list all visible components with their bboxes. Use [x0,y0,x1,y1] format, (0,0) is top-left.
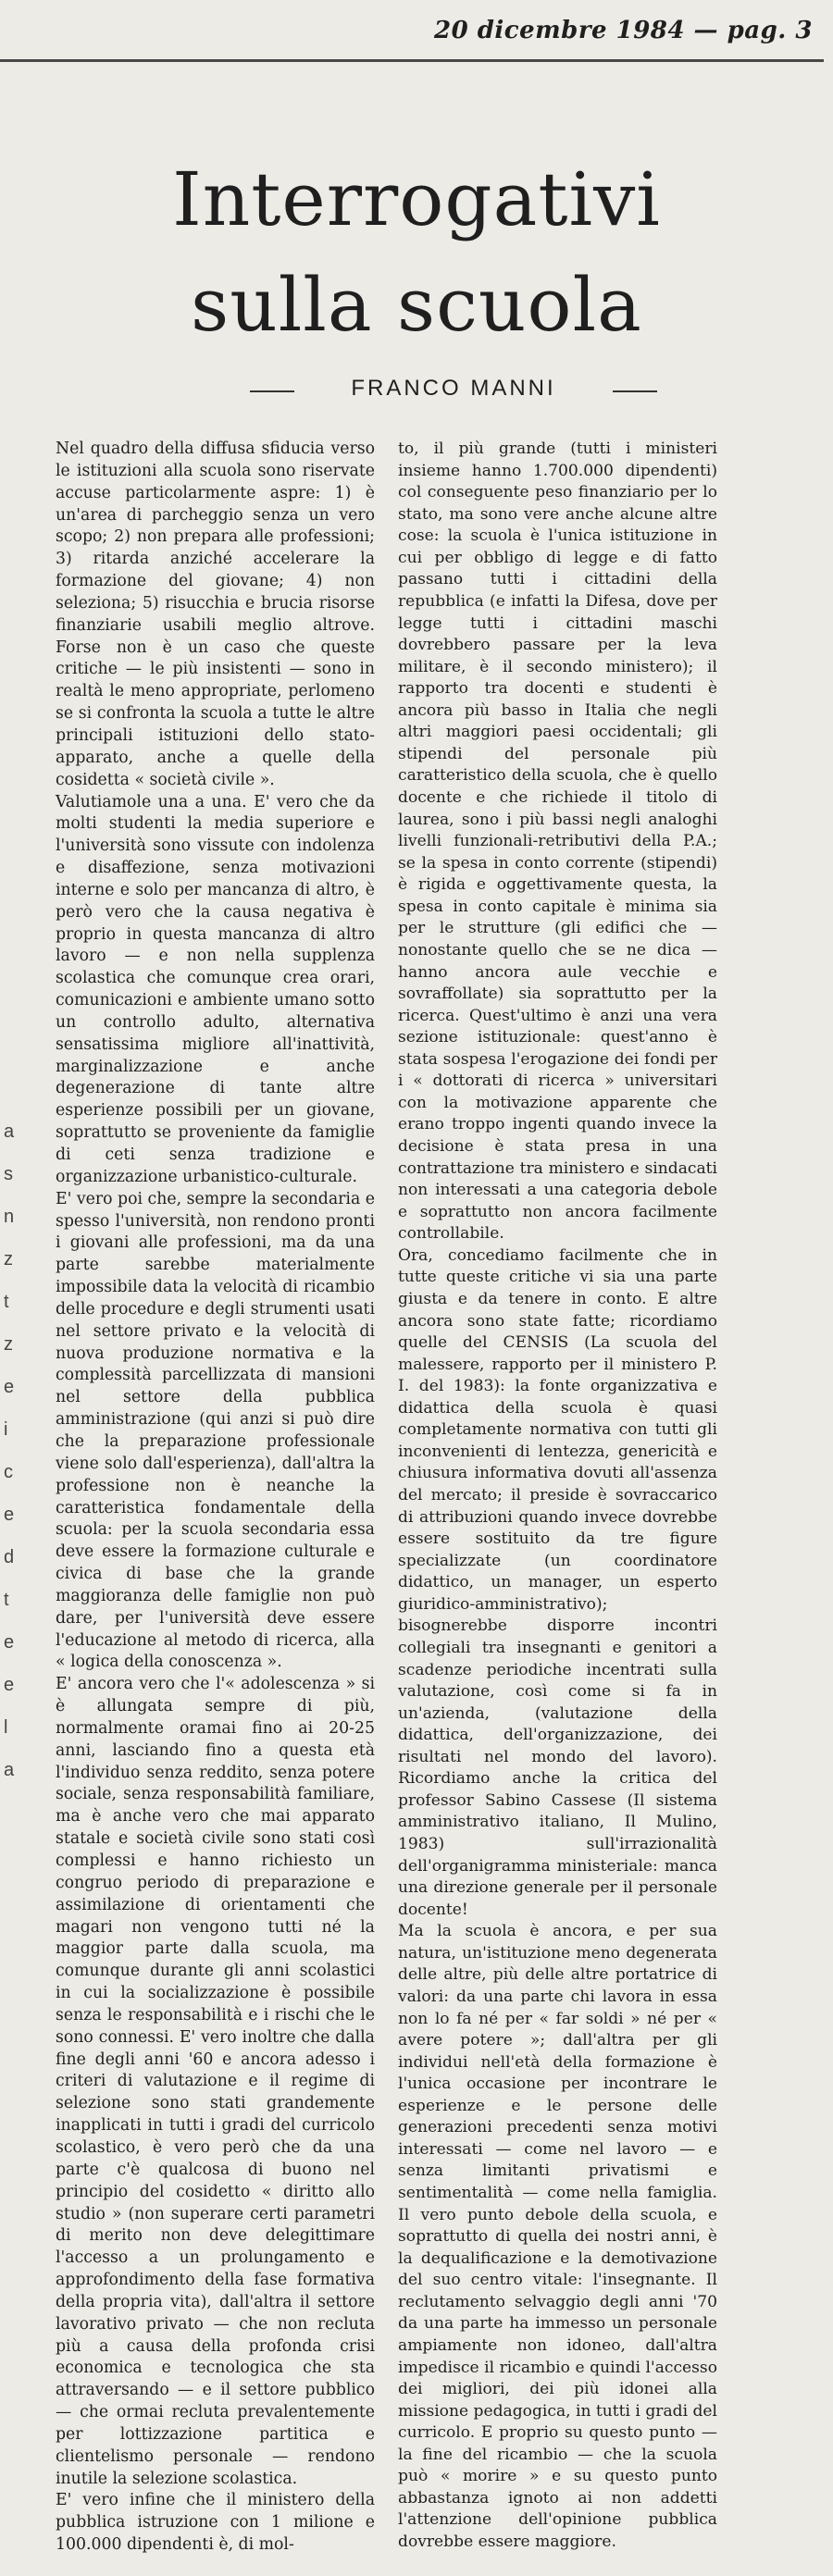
byline-rule-left [250,390,294,392]
byline-rule-right [613,390,657,392]
byline-block [250,372,657,409]
header-rule [0,59,824,62]
author-byline: FRANCO MANNI [351,376,556,401]
cut-off-adjacent-column: a s n z t z e i c e d t e e l a [4,1121,15,1780]
article-column-left: Nel quadro della diffusa sfiducia verso le istituzioni alla scuola sono riservate accuse particolarmente aspre: 1) è un'area di parcheggio senza un vero scopo; 2) non prepara alle professioni; 3) ritarda anziché accelerare la formazione del giovane; 4) non seleziona; 5) risucchia e brucia risorse finanziarie usabili meglio altrove. Forse non è un caso che queste critiche — le più insistenti — sono in realtà le meno appropriate, perlomeno se si confronta la scuola a tutte le altre principali istituzioni dello stato-apparato, anche a quelle della cosidetta « società civile ». Valutiamole una a una. E' vero che da molti studenti la media superiore e l'università sono vissute con indolenza e disaffezione, senza motivazioni interne e solo per mancanza di altro, è però vero che la causa negativa è proprio in questa mancanza di altro lavoro — e non nella supplenza scolastica che comunque crea orari, comunicazioni e ambiente umano sotto un controllo adulto, alternativa sensatissima migliore all'inattività, marginalizzazione e anche degenerazione di tante altre esperienze possibili per un giovane, soprattutto se proveniente da famiglie di ceti senza tradizione e organizzazione urbanistico-culturale. E' vero poi che, sempre la secondaria e spesso l'università, non rendono pronti i giovani alle professioni, ma da una parte sarebbe materialmente impossibile data la velocità di ricambio delle procedure e degli strumenti usati nel settore privato e la velocità di nuova produzione normativa e la complessità parcellizzata di mansioni nel settore della pubblica amministrazione (qui anzi si può dire che la preparazione professionale viene solo dall'esperienza), dall'altra la professione non è neanche la caratteristica fondamentale della scuola: per la scuola secondaria essa deve essere la formazione culturale e civica di base che la grande maggioranza delle famiglie non può dare, per l'università deve essere l'educazione al metodo di ricerca, alla « logica della conoscenza ». E' ancora vero che l'« adolescenza » si è allungata sempre di più, normalmente oramai fino ai 20-25 anni, lasciando fino a questa età l'individuo senza reddito, senza potere sociale, senza responsabilità familiare, ma è anche vero che mai apparato statale e società civile sono stati così complessi e hanno richiesto un congruo periodo di preparazione e assimilazione di orientamenti che magari non vengono tutti né la maggior parte dalla scuola, ma comunque durante gli anni scolastici in cui la socializzazione è possibile senza le responsabilità e i rischi che le sono connessi. E' vero inoltre che dalla fine degli anni '60 e ancora adesso i criteri di valutazione e il regime di selezione sono stati grandemente inapplicati in tutti i gradi del curricolo scolastico, è vero però che da una parte c'è qualcosa di buono nel principio del cosidetto « diritto allo studio » (non superare certi parametri di merito non deve delegittimare l'accesso a un prolungamento e approfondimento della fase formativa della propria vita), dall'altra il settore lavorativo privato — che non recluta più a causa della profonda crisi economica e tecnologica che sta attraversando — e il settore pubblico — che ormai recluta prevalentemente per lottizzazione partitica e clientelismo personale — rendono inutile la selezione scolastica. E' vero infine che il ministero della pubblica istruzione con 1 milione e 100.000 dipendenti è, di mol- [56,440,375,2555]
article-column-right: to, il più grande (tutti i ministeri insieme hanno 1.700.000 dipendenti) col conseguente peso finanziario per lo stato, ma sono vere anche alcune altre cose: la scuola è l'unica istituzione in cui per obbligo di legge e di fatto passano tutti i cittadini della repubblica (e infatti la Difesa, dove per legge tutti i cittadini maschi dovrebbero passare per la leva militare, è il secondo ministero); il rapporto tra docenti e studenti è ancora più basso in Italia che negli altri maggiori paesi occidentali; gli stipendi del personale più caratteristico della scuola, che è quello docente e che richiede il titolo di laurea, sono i più bassi negli analoghi livelli funzionali-retributivi della P.A.; se la spesa in conto corrente (stipendi) è rigida e oggettivamente questa, la spesa in conto capitale è minima sia per le strutture (gli edifici che — nonostante quello che se ne dica — hanno ancora aule vecchie e sovraffollate) sia soprattutto per la ricerca. Quest'ultimo è anzi una vera sezione istituzionale: quest'anno è stata sospesa l'erogazione dei fondi per i « dottorati di ricerca » universitari con la motivazione apparente che erano troppo ingenti quando invece la decisione è stata presa in una contrattazione tra ministero e sindacati non interessati a una categoria debole e soprattutto non ancora facilmente controllabile. Ora, concediamo facilmente che in tutte queste critiche vi sia una parte giusta e da tenere in conto. E altre ancora sono state fatte; ricordiamo quelle del CENSIS (La scuola del malessere, rapporto per il ministero P. I. del 1983): la fonte organizzativa e didattica della scuola è quasi completamente normativa con tutti gli inconvenienti di lentezza, genericità e chiusura informativa dovuti all'assenza del mercato; il preside è sovraccarico di attribuzioni quando invece dovrebbe essere sostituito da tre figure specializzate (un coordinatore didattico, un manager, un esperto giuridico-amministrativo); bisognerebbe disporre incontri collegiali tra insegnanti e genitori a scadenze periodiche incentrati sulla valutazione, così come si fa in un'azienda, (valutazione della didattica, dell'organizzazione, dei risultati nel mondo del lavoro). Ricordiamo anche la critica del professor Sabino Cassese (Il sistema amministrativo italiano, Il Mulino, 1983) sull'irrazionalità dell'organigramma ministeriale: manca una direzione generale per il personale docente! Ma la scuola è ancora, e per sua natura, un'istituzione meno degenerata delle altre, più delle altre portatrice di valori: da una parte chi lavora in essa non lo fa né per « far soldi » né per « avere potere »; dall'altra per gli individui nell'età della formazione è l'unica occasione per incontrare le esperienze e le persone delle generazioni precedenti senza motivi interessati — come nel lavoro — e senza limitanti privatismi e sentimentalità — come nella famiglia. Il vero punto debole della scuola, e soprattutto di quella dei nostri anni, è la dequalificazione e la demotivazione del suo centro vitale: l'insegnante. Il reclutamento selvaggio degli anni '70 da una parte ha immesso un personale ampiamente non idoneo, dall'altra impedisce il ricambio e quindi l'accesso dei migliori, dei più idonei alla missione pedagogica, in tutti i gradi del curricolo. E proprio su questo punto — la fine del ricambio — che la scuola può « morire » e su questo punto abbastanza ignoto ai non addetti l'attenzione dell'opinione pubblica dovrebbe essere maggiore. [398,440,718,2551]
headline-line-1: Interrogativi [172,156,661,242]
headline-line-2: sulla scuola [191,262,642,348]
page-dateline: 20 dicembre 1984 — pag. 3 [433,17,813,44]
